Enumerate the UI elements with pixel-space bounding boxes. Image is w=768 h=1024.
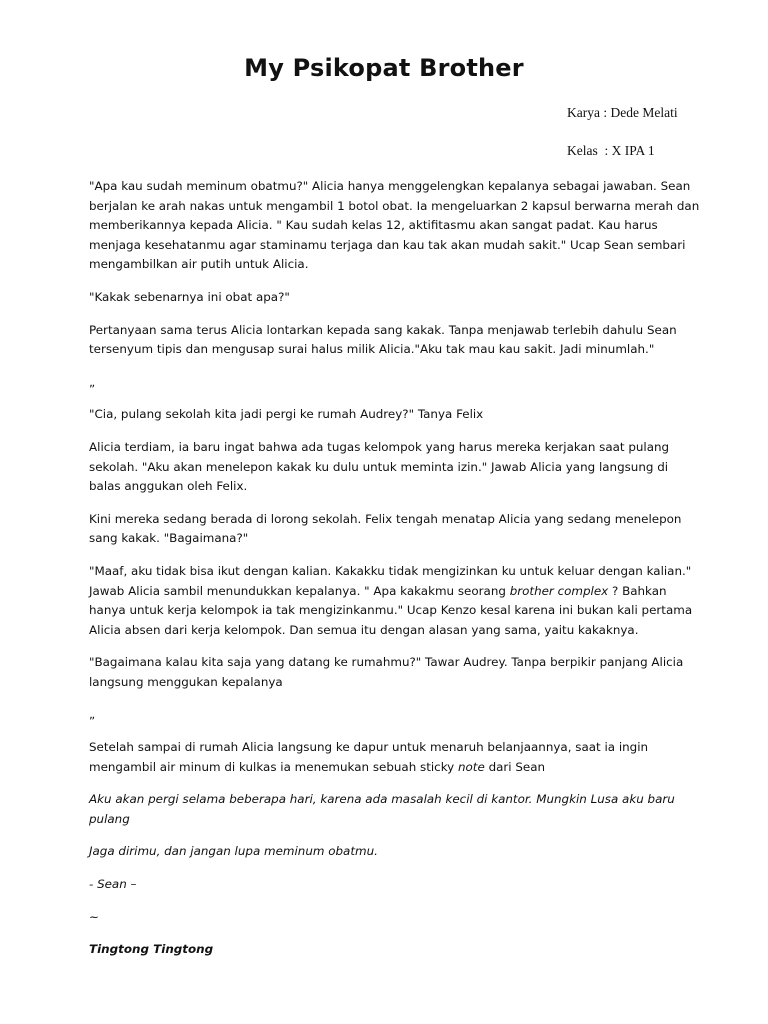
note-line: Aku akan pergi selama beberapa hari, karena ada masalah kecil di kantor. Mungkin Lusa aku baru pulang <box>89 792 675 826</box>
paragraph: "Apa kau sudah meminum obatmu?" Alicia hanya menggelengkan kepalanya sebagai jawaban. Sean berjalan ke arah nakas untuk mengambil 1 botol obat. Ia mengeluarkan 2 kapsul berwarna merah dan memberikannya kepada Alicia. " Kau sudah kelas 12, aktifitasmu akan sangat padat. Kau harus menjaga kesehatanmu agar staminamu terjaga dan kau tak akan mudah sakit." Ucap Sean sembari mengambilkan air putih untuk Alicia. <box>89 179 700 272</box>
emphasis-text: note <box>458 759 485 774</box>
story-body <box>89 177 701 973</box>
paragraph-text: ? Bahkan hanya untuk kerja kelompok ia tak mengizinkanmu." Ucap Kenzo kesal karena ini bukan kali pertama Alicia absen dari kerja kelompok. Dan semua itu dengan alasan yang sama, yaitu kakaknya. <box>89 583 693 637</box>
paragraph <box>89 562 701 640</box>
paragraph: Alicia terdiam, ia baru ingat bahwa ada tugas kelompok yang harus mereka kerjakan saat pulang sekolah. "Aku akan menelepon kakak ku dulu untuk meminta izin." Jawab Alicia yang langsung di balas anggukan oleh Felix. <box>89 439 670 494</box>
paragraph-text: dari Sean <box>484 759 546 774</box>
paragraph: Pertanyaan sama terus Alicia lontarkan kepada sang kakak. Tanpa menjawab terlebih dahulu Sean tersenyum tipis dan mengusap surai halus milik Alicia."Aku tak mau kau sakit. Jadi minumlah." <box>89 322 677 357</box>
document-title: My Psikopat Brother <box>244 54 524 82</box>
paragraph-text: Setelah sampai di rumah Alicia langsung ke dapur untuk menaruh belanjaannya, saat ia ingin mengambil air minum di kulkas ia menemukan sebuah sticky <box>89 740 649 774</box>
paragraph-text: "Maaf, aku tidak bisa ikut dengan kalian. Kakakku tidak mengizinkan ku untuk keluar dengan kalian." Jawab Alicia sambil menundukkan kepalanya. " Apa kakakmu seorang <box>89 563 692 598</box>
paragraph: "Kakak sebenarnya ini obat apa?" <box>89 289 290 304</box>
note-line: Jaga dirimu, dan jangan lupa meminum obatmu. <box>89 844 378 859</box>
sound-effect: Tingtong Tingtong <box>89 942 214 957</box>
scene-separator: „ <box>89 374 96 389</box>
paragraph: "Bagaimana kalau kita saja yang datang ke rumahmu?" Tawar Audrey. Tanpa berpikir panjang Alicia langsung menggukan kepalanya <box>89 655 684 689</box>
paragraph <box>89 738 701 777</box>
paragraph: "Cia, pulang sekolah kita jadi pergi ke rumah Audrey?" Tanya Felix <box>89 407 484 422</box>
scene-separator: „ <box>89 707 96 722</box>
note-signature: - Sean – <box>89 877 137 892</box>
paragraph: Kini mereka sedang berada di lorong sekolah. Felix tengah menatap Alicia yang sedang menelepon sang kakak. "Bagaimana?" <box>89 511 682 546</box>
scene-separator: ~ <box>89 909 99 924</box>
emphasis-text: brother complex <box>509 583 609 598</box>
class-line: Kelas : X IPA 1 <box>567 143 655 158</box>
author-line: Karya : Dede Melati <box>567 105 678 120</box>
